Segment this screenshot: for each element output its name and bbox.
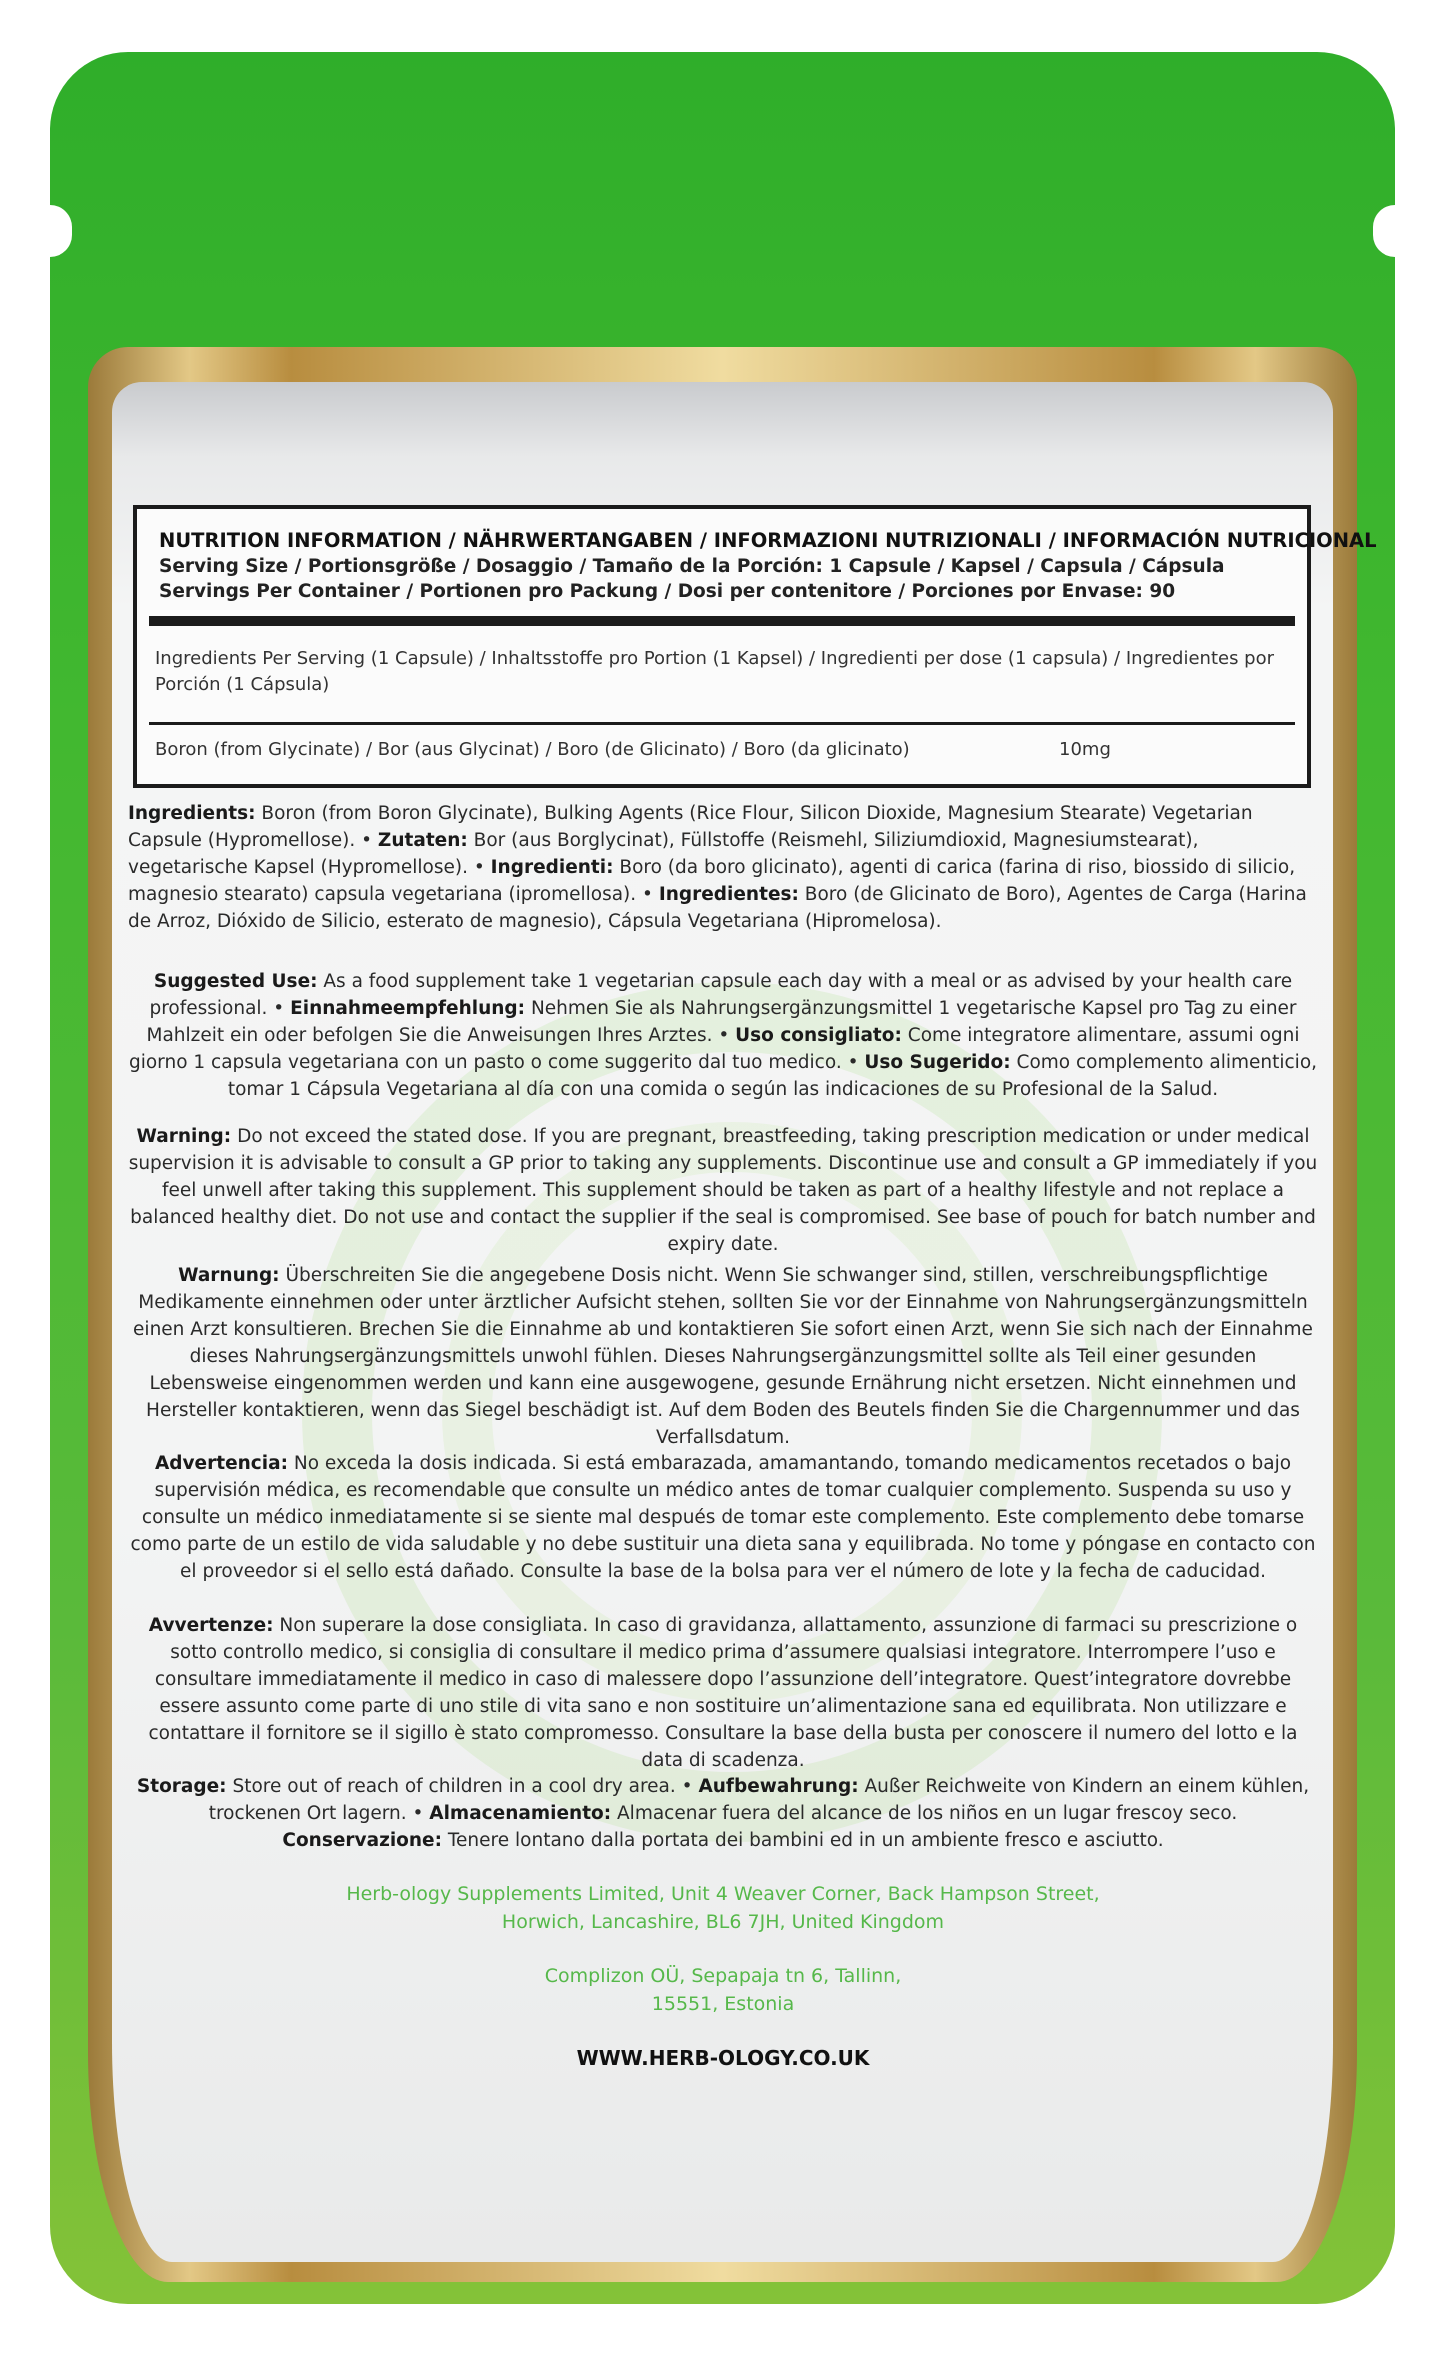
suggested-use-label-es: Uso Sugerido:: [864, 1052, 1011, 1073]
company-line-1: Herb-ology Supplements Limited, Unit 4 Weaver Corner, Back Hampson Street,: [346, 1883, 1100, 1905]
nutrition-header: NUTRITION INFORMATION / NÄHRWERTANGABEN / INFORMAZIONI NUTRIZIONALI / INFORMACIÓN NUTRICIONAL: [159, 529, 1377, 552]
ingredients-text-de: Bor (aus Borglycinat), Füllstoffe (Reismehl, Siliziumdioxid, Magnesiumstearat), vegetarische Kapsel (Hypromellose). •: [128, 830, 1199, 878]
warning-es-text: No exceda la dosis indicada. Si está embarazada, amamantando, tomando medicamentos recetados o bajo supervisión médica, es recomendable que consulte un médico antes de tomar cualquier complemento. Suspenda su uso y consulte un médico inmediatamente si se siente mal después de tomar este complemento. Este complemento debe tomarse como parte de un estilo de vida saludable y no debe sustituir una dieta sana y equilibrada. No tome y póngase en contacto con el proveedor si el sello está dañado. Consulte la base de la bolsa para ver el número de lote y la fecha de caducidad.: [130, 1453, 1316, 1582]
nutrition-table: [133, 505, 1377, 788]
ingredients-text-en: Boron (from Boron Glycinate), Bulking Agents (Rice Flour, Silicon Dioxide, Magnesium Stearate) Vegetarian Capsule (Hypromellose). •: [128, 803, 1253, 851]
eu-line-2: 15551, Estonia: [651, 1993, 795, 2015]
storage-block: [128, 1773, 1318, 1854]
ingredients-block: [128, 800, 1318, 935]
warning-es-label: Advertencia:: [154, 1453, 288, 1474]
storage-label-it: Conservazione:: [282, 1830, 443, 1851]
company-line-2: Horwich, Lancashire, BL6 7JH, United Kingdom: [501, 1911, 945, 1933]
warning-it-text: Non superare la dose consigliata. In caso di gravidanza, allattamento, assunzione di farmaci su prescrizione o sotto controllo medico, si consiglia di consultare il medico prima d’assumere qualsiasi integratore. Interrompere l’uso e consultare immediatamente il medico in caso di malessere dopo l’assunzione dell’integratore. Quest’integratore dovrebbe essere assunto come parte di uno stile di vita sano e non sostituire un’alimentazione sana ed equilibrata. Non utilizzare e contattare il fornitore se il sigillo è stato compromesso. Consultare la base della busta per conoscere il numero del lotto e la data di scadenza.: [148, 1615, 1298, 1771]
warning-de-label: Warnung:: [178, 1265, 280, 1286]
website: WWW.HERB-OLOGY.CO.UK: [576, 2046, 870, 2070]
storage-label-de: Aufbewahrung:: [698, 1776, 859, 1797]
company-address: [128, 1880, 1318, 1936]
ingredients-label-es: Ingredientes:: [658, 884, 799, 905]
eu-representative: [128, 1962, 1318, 2018]
storage-label-es: Almacenamiento:: [429, 1803, 612, 1824]
suggested-use-label-en: Suggested Use:: [153, 971, 318, 992]
warning-en-block: [128, 1123, 1318, 1258]
suggested-use-text-de: Nehmen Sie als Nahrungsergänzungsmittel 1 vegetarische Kapsel pro Tag zu einer Mahlzeit ein oder befolgen Sie die Anweisungen Ihres Arztes. •: [146, 998, 1297, 1046]
storage-text-en: Store out of reach of children in a cool dry area. •: [226, 1776, 699, 1797]
storage-text-es: Almacenar fuera del alcance de los niños en un lugar frescoy seco.: [611, 1803, 1238, 1824]
suggested-use-text-it: Come integratore alimentare, assumi ogni giorno 1 capsula vegetariana con un pasto o come suggerito dal tuo medico. •: [128, 1025, 1300, 1073]
suggested-use-label-it: Uso consigliato:: [735, 1025, 902, 1046]
warning-it-block: [128, 1612, 1318, 1774]
eu-line-1: Complizon OÜ, Sepapaja tn 6, Tallinn,: [544, 1965, 902, 1987]
warning-en-label: Warning:: [136, 1126, 232, 1147]
suggested-use-text-en: As a food supplement take 1 vegetarian capsule each day with a meal or as advised by your health care professional. •: [149, 971, 1293, 1019]
storage-label-en: Storage:: [136, 1776, 227, 1797]
ingredients-label-de: Zutaten:: [377, 830, 468, 851]
boron-row-label: Boron (from Glycinate) / Bor (aus Glycinat) / Boro (de Glicinato) / Boro (da glicinato): [155, 739, 910, 760]
warning-de-block: [128, 1262, 1318, 1451]
ingredients-label-it: Ingredienti:: [490, 857, 614, 878]
ingredients-text-it: Boro (da boro glicinato), agenti di carica (farina di riso, biossido di silicio, magnesio stearato) capsula vegetariana (ipromellosa). •: [128, 857, 1296, 905]
boron-row-amount: 10mg: [1059, 739, 1111, 760]
suggested-use-label-de: Einnahmeempfehlung:: [290, 998, 526, 1019]
storage-text-de: Außer Reichweite von Kindern an einem kühlen, trockenen Ort lagern. •: [208, 1776, 1310, 1824]
serving-size: Serving Size / Portionsgröße / Dosaggio / Tamaño de la Porción: 1 Capsule / Kapsel / Capsula / Cápsula: [159, 556, 1225, 577]
ingredients-label-en: Ingredients:: [128, 803, 256, 824]
thin-divider: [149, 722, 1295, 725]
ingredients-text-es: Boro (de Glicinato de Boro), Agentes de Carga (Harina de Arroz, Dióxido de Silicio, esterato de magnesio), Cápsula Vegetariana (Hipromelosa).: [128, 884, 1307, 932]
warning-en-text: Do not exceed the stated dose. If you are pregnant, breastfeeding, taking prescription medication or under medical supervision it is advisable to consult a GP prior to taking any supplements. Discontinue use and consult a GP immediately if you feel unwell after taking this supplement. This supplement should be taken as part of a healthy lifestyle and not replace a balanced healthy diet. Do not use and contact the supplier if the seal is compromised. See base of pouch for batch number and expiry date.: [128, 1126, 1318, 1255]
thick-divider: [149, 616, 1295, 626]
servings-per-container: Servings Per Container / Portionen pro Packung / Dosi per contenitore / Porciones por Envase: 90: [159, 581, 1176, 602]
suggested-use-text-es: Como complemento alimenticio, tomar 1 Cápsula Vegetariana al día con una comida o según las indicaciones de su Profesional de la Salud.: [227, 1052, 1318, 1100]
ingredients-per-serving: Ingredients Per Serving (1 Capsule) / Inhaltsstoffe pro Portion (1 Kapsel) / Ingredienti per dose (1 capsula) / Ingredientes por Porción (1 Cápsula): [155, 648, 1275, 695]
suggested-use-block: [128, 968, 1318, 1103]
warning-it-label: Avvertenze:: [148, 1615, 274, 1636]
warning-es-block: [128, 1450, 1318, 1585]
warning-de-text: Überschreiten Sie die angegebene Dosis nicht. Wenn Sie schwanger sind, stillen, verschreibungspflichtige Medikamente einnehmen oder unter ärztlicher Aufsicht stehen, sollten Sie vor der Einnahme von Nahrungsergänzungsmitteln einen Arzt konsultieren. Brechen Sie die Einnahme ab und kontaktieren Sie sofort einen Arzt, wenn Sie sich nach der Einnahme dieses Nahrungsergänzungsmittels unwohl fühlen. Dieses Nahrungsergänzungsmittel sollte als Teil einer gesunden Lebensweise eingenommen werden und kann eine ausgewogene, gesunde Ernährung nicht ersetzen. Nicht einnehmen und Hersteller kontaktieren, wenn das Siegel beschädigt ist. Auf dem Boden des Beutels finden Sie die Chargennummer und das Verfallsdatum.: [133, 1265, 1313, 1448]
storage-text-it: Tenere lontano dalla portata dei bambini ed in un ambiente fresco e asciutto.: [442, 1830, 1164, 1851]
